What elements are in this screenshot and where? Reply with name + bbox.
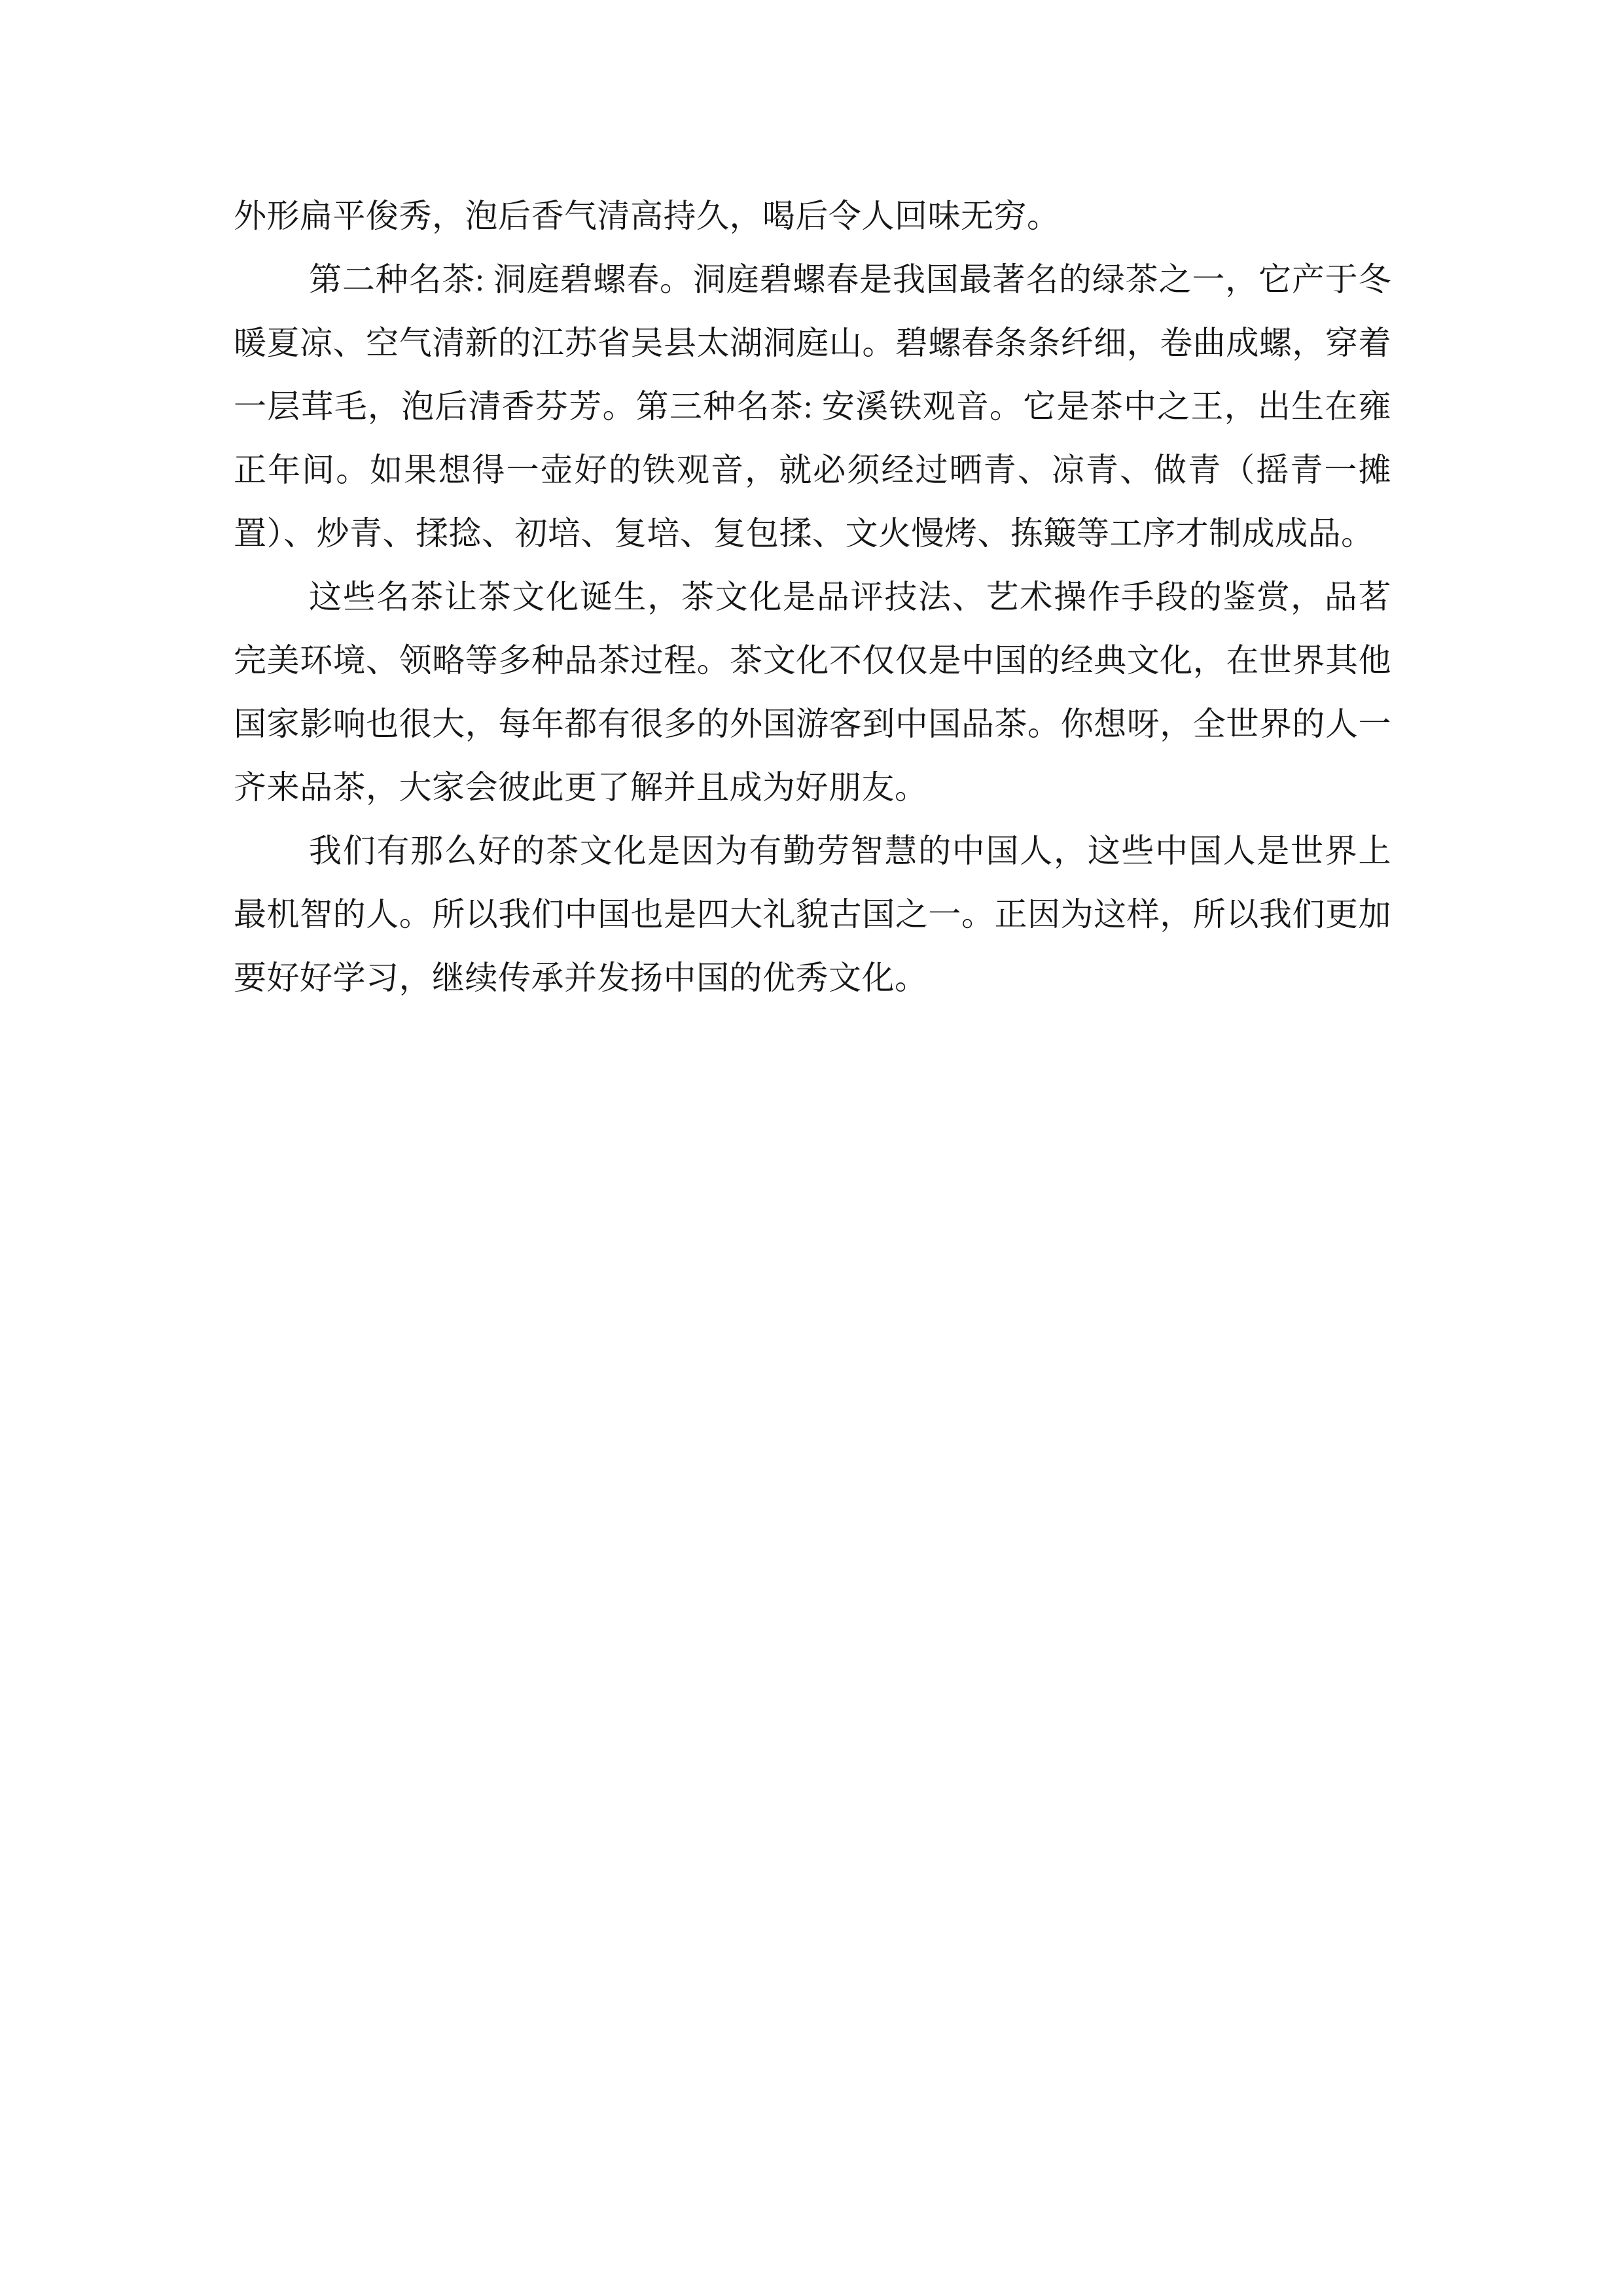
paragraph-tea-culture: 这些名茶让茶文化诞生，茶文化是品评技法、艺术操作手段的鉴赏，品茗完美环境、领略等多种品茶过程。茶文化不仅仅是中国的经典文化，在世界其他国家影响也很大，每年都有很多的外国游客到中国品茶。你想呀，全世界的人一齐来品茶，大家会彼此更了解并且成为好朋友。 [234, 579, 1391, 806]
paragraph-continuation: 外形扁平俊秀，泡后香气清高持久，喝后令人回味无穷。 [234, 198, 1060, 234]
paragraph-famous-teas: 第二种名茶: 洞庭碧螺春。洞庭碧螺春是我国最著名的绿茶之一，它产于冬暖夏凉、空气清新的江苏省吴县太湖洞庭山。碧螺春条条纤细，卷曲成螺，穿着一层茸毛，泡后清香芬芳。第三种名茶: 安溪铁观音。它是茶中之王，出生在雍正年间。如果想得一壶好的铁观音，就必须经过晒青、凉青、做青（摇青一摊置）、炒青、揉捻、初培、复培、复包揉、文火慢烤、拣簸等工序才制成成品。 [234, 261, 1391, 552]
paragraph-conclusion: 我们有那么好的茶文化是因为有勤劳智慧的中国人，这些中国人是世界上最机智的人。所以我们中国也是四大礼貌古国之一。正因为这样，所以我们更加要好好学习，继续传承并发扬中国的优秀文化。 [234, 833, 1391, 996]
essay-body [234, 185, 1391, 1010]
